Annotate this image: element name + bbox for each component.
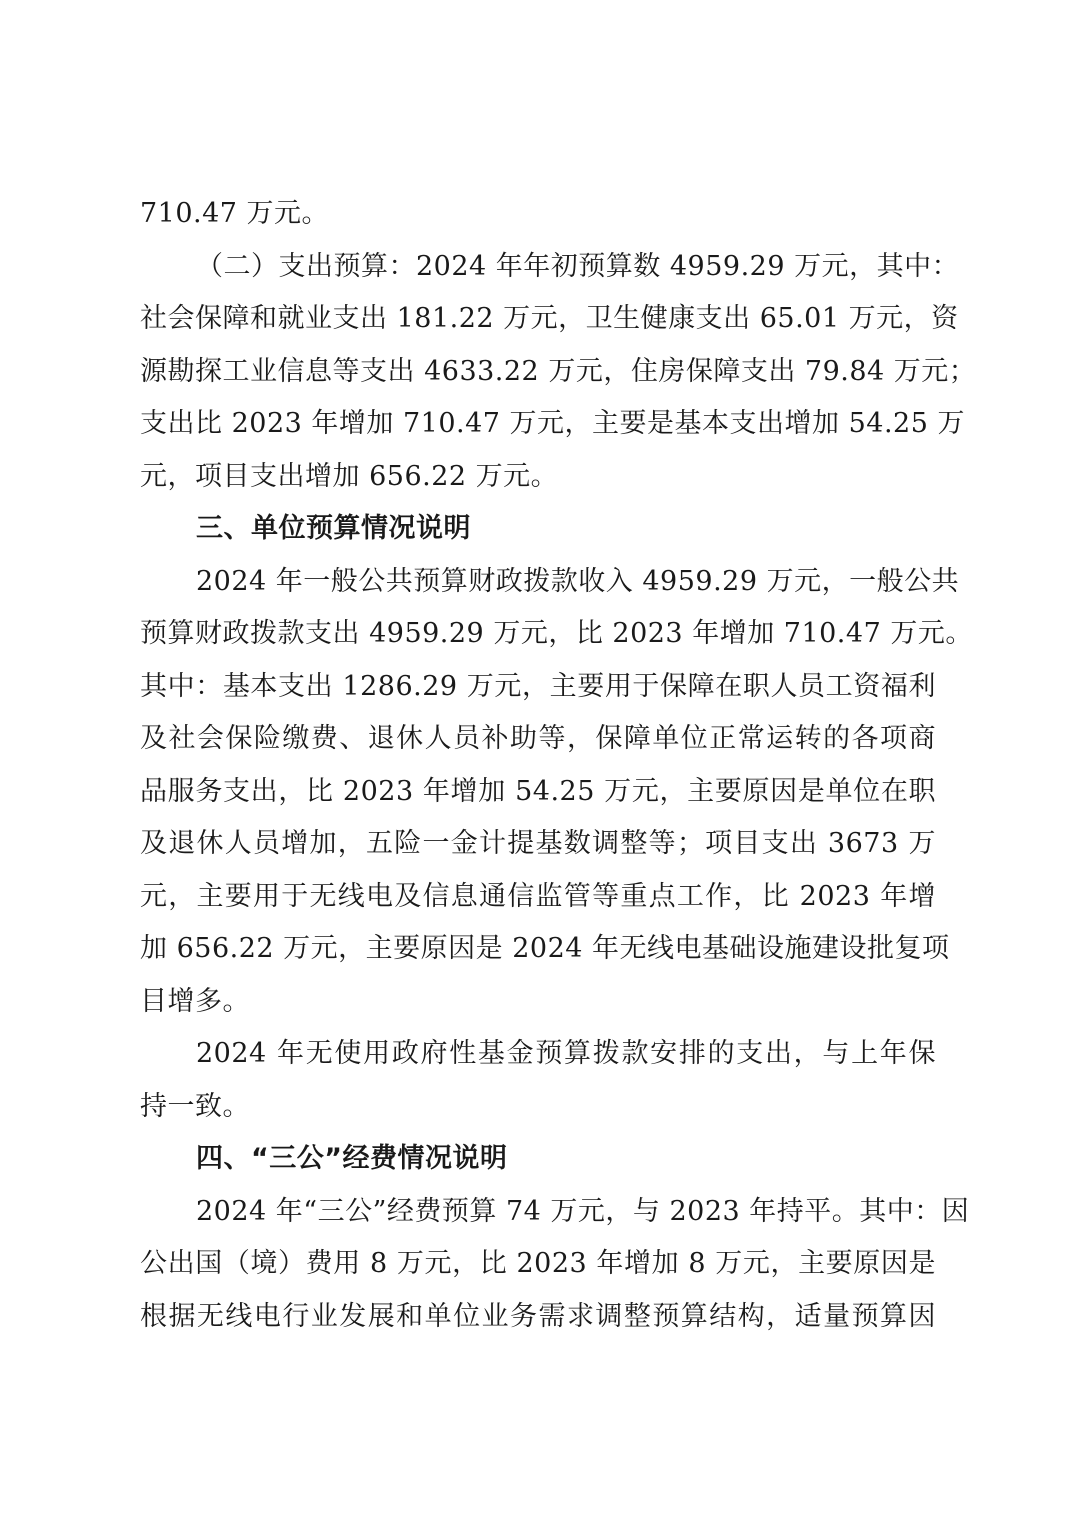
section-heading: 四、“三公”经费情况说明 [196, 1143, 508, 1174]
text-line: 支出比 2023 年增加 710.47 万元，主要是基本支出增加 54.25 万 [140, 408, 965, 439]
text-line: 源勘探工业信息等支出 4633.22 万元，住房保障支出 79.84 万元； [140, 355, 977, 387]
text-line: 目增多。 [140, 985, 250, 1017]
text-line: 及社会保险缴费、退休人员补助等，保障单位正常运转的各项商 [140, 723, 936, 754]
text-line: 加 656.22 万元，主要原因是 2024 年无线电基础设施建设批复项 [140, 933, 950, 964]
text-line: 2024 年一般公共预算财政拨款收入 4959.29 万元，一般公共 [196, 565, 960, 597]
section-heading: 三、单位预算情况说明 [196, 513, 471, 544]
text-line: 及退休人员增加，五险一金计提基数调整等；项目支出 3673 万 [140, 828, 936, 859]
text-line: 元，项目支出增加 656.22 万元。 [140, 460, 559, 492]
document-body [140, 188, 977, 1343]
text-line: 持一致。 [140, 1090, 250, 1122]
text-line: （二）支出预算：2024 年年初预算数 4959.29 万元，其中： [196, 250, 960, 282]
text-line: 公出国（境）费用 8 万元，比 2023 年增加 8 万元，主要原因是 [140, 1248, 936, 1279]
text-line: 根据无线电行业发展和单位业务需求调整预算结构，适量预算因 [140, 1300, 936, 1332]
text-line: 元，主要用于无线电及信息通信监管等重点工作，比 2023 年增 [140, 880, 936, 912]
text-line: 710.47 万元。 [140, 198, 330, 229]
text-line: 社会保障和就业支出 181.22 万元，卫生健康支出 65.01 万元，资 [140, 303, 959, 334]
text-line: 其中：基本支出 1286.29 万元，主要用于保障在职人员工资福利 [140, 670, 936, 702]
text-line: 2024 年“三公”经费预算 74 万元，与 2023 年持平。其中：因 [196, 1195, 970, 1227]
text-line: 2024 年无使用政府性基金预算拨款安排的支出，与上年保 [196, 1038, 936, 1069]
text-line: 品服务支出，比 2023 年增加 54.25 万元，主要原因是单位在职 [140, 775, 936, 807]
text-line: 预算财政拨款支出 4959.29 万元，比 2023 年增加 710.47 万元。 [140, 618, 973, 649]
